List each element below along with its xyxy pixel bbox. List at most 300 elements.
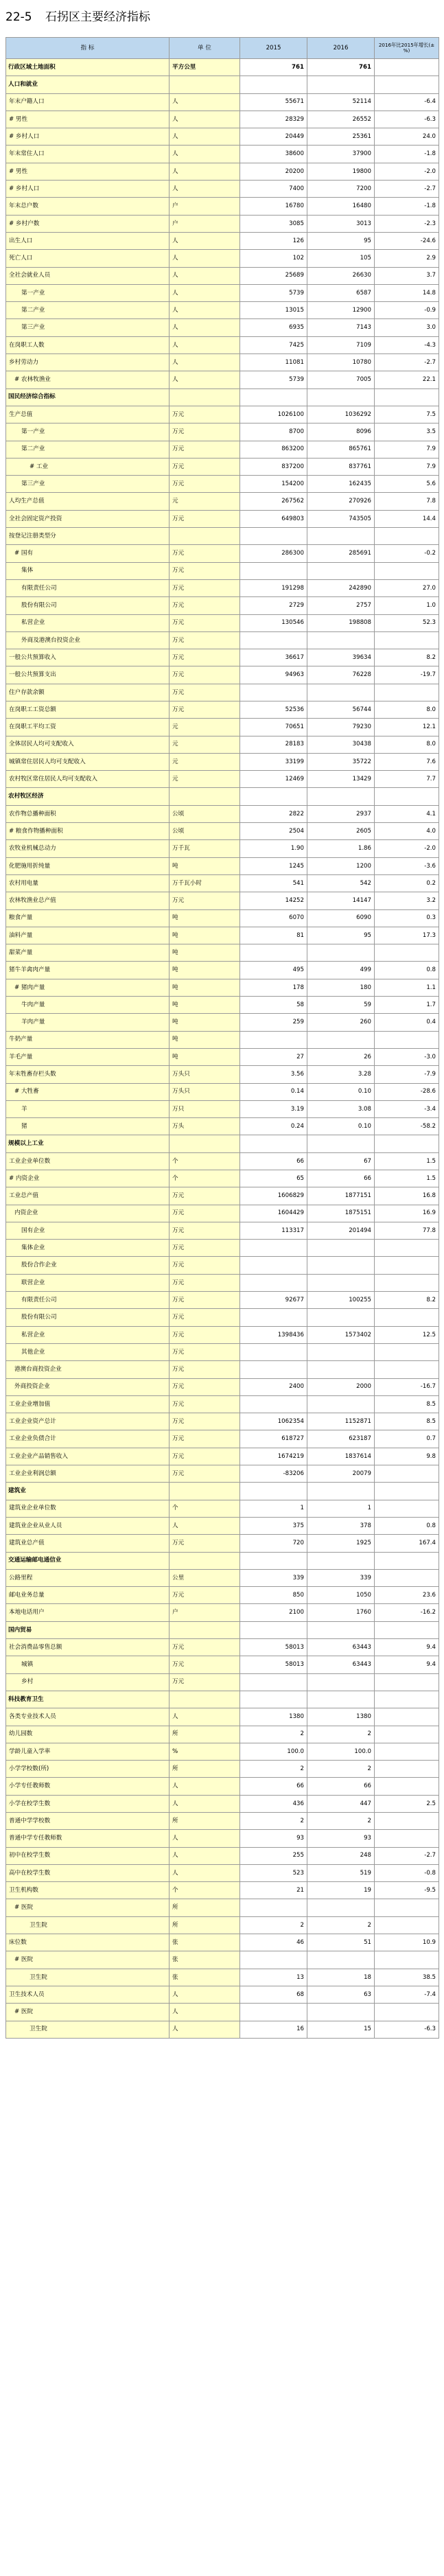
value-2015-cell: 6935	[240, 319, 307, 336]
growth-cell	[375, 1726, 439, 1743]
table-row	[6, 1986, 439, 2003]
value-2015-cell: 1062354	[240, 1413, 307, 1430]
indicator-name-cell: 羊	[6, 1100, 170, 1117]
value-2016-cell: 1.86	[307, 840, 375, 857]
indicator-name-cell: 幼儿园数	[6, 1726, 170, 1743]
growth-cell	[375, 1309, 439, 1326]
table-row	[6, 1795, 439, 1812]
value-2015-cell: 2	[240, 1726, 307, 1743]
table-row	[6, 128, 439, 146]
value-2015-cell: 100.0	[240, 1743, 307, 1760]
value-2016-cell: 242890	[307, 579, 375, 596]
indicator-name-cell: 股份合作企业	[6, 1257, 170, 1274]
section-row	[6, 1621, 439, 1638]
table-row	[6, 336, 439, 353]
indicator-name-cell: 全社会就业人员	[6, 267, 170, 284]
value-2015-cell: 1380	[240, 1708, 307, 1726]
table-row	[6, 476, 439, 493]
unit-cell: 万元	[170, 423, 240, 441]
table-row	[6, 719, 439, 736]
value-2015-cell: 0.14	[240, 1083, 307, 1100]
table-row	[6, 857, 439, 874]
growth-cell	[375, 1899, 439, 1916]
growth-cell: -2.7	[375, 354, 439, 371]
table-title: 石拐区主要经济指标	[45, 10, 150, 24]
value-2015-cell: 92677	[240, 1292, 307, 1309]
table-row	[6, 232, 439, 249]
value-2015-cell	[240, 1309, 307, 1326]
table-row	[6, 1083, 439, 1100]
indicator-name-cell: 甜菜产量	[6, 944, 170, 962]
indicator-name-cell: 一般公共预算支出	[6, 666, 170, 684]
table-row	[6, 1378, 439, 1395]
value-2016-cell	[307, 1135, 375, 1152]
value-2015-cell: 3085	[240, 215, 307, 232]
indicator-name-cell: # 国有	[6, 545, 170, 562]
table-row	[6, 944, 439, 962]
value-2016-cell: 1925	[307, 1535, 375, 1552]
unit-cell	[170, 1135, 240, 1152]
value-2015-cell	[240, 1899, 307, 1916]
indicator-name-cell: 生产总值	[6, 406, 170, 423]
growth-cell	[375, 1830, 439, 1847]
table-row	[6, 1847, 439, 1864]
value-2016-cell: 13429	[307, 771, 375, 788]
unit-cell: 户	[170, 198, 240, 215]
table-body	[6, 59, 439, 2039]
indicator-name-cell: 全体居民人均可支配收入	[6, 736, 170, 753]
indicator-name-cell: # 男性	[6, 111, 170, 128]
value-2015-cell: 20449	[240, 128, 307, 146]
growth-cell: -6.4	[375, 93, 439, 111]
indicator-name-cell: 集体企业	[6, 1240, 170, 1257]
growth-cell	[375, 1361, 439, 1378]
indicator-name-cell: 建筑业企业从业人员	[6, 1517, 170, 1534]
table-row	[6, 1673, 439, 1691]
value-2016-cell: 8096	[307, 423, 375, 441]
value-2016-cell	[307, 1395, 375, 1413]
table-row	[6, 614, 439, 631]
table-row	[6, 510, 439, 527]
growth-cell: -19.7	[375, 666, 439, 684]
value-2015-cell: 2	[240, 1761, 307, 1778]
growth-cell	[375, 1673, 439, 1691]
table-row	[6, 545, 439, 562]
section-row	[6, 76, 439, 93]
growth-cell: 3.7	[375, 267, 439, 284]
value-2015-cell: 66	[240, 1152, 307, 1170]
table-row	[6, 250, 439, 267]
growth-cell: 7.5	[375, 406, 439, 423]
value-2015-cell: 16	[240, 2021, 307, 2038]
value-2016-cell: 1036292	[307, 406, 375, 423]
growth-cell: 1.0	[375, 597, 439, 614]
indicator-name-cell: 一般公共预算收入	[6, 649, 170, 666]
value-2015-cell: 1	[240, 1500, 307, 1517]
table-row	[6, 1118, 439, 1135]
unit-cell: 万元	[170, 458, 240, 475]
table-row	[6, 1014, 439, 1031]
table-row	[6, 284, 439, 301]
growth-cell: -0.2	[375, 545, 439, 562]
indicator-name-cell: 卫生院	[6, 1916, 170, 1934]
indicator-name-cell: # 内资企业	[6, 1170, 170, 1187]
indicator-name-cell: 高中在校学生数	[6, 1864, 170, 1881]
value-2015-cell: 70651	[240, 719, 307, 736]
growth-cell: 3.2	[375, 892, 439, 909]
value-2015-cell: 2822	[240, 805, 307, 822]
growth-cell	[375, 1708, 439, 1726]
value-2016-cell: 837761	[307, 458, 375, 475]
header-growth: 2016年比2015年增长(±%)	[375, 38, 439, 59]
value-2016-cell: 95	[307, 927, 375, 944]
growth-cell: 8.0	[375, 701, 439, 718]
growth-cell: -28.6	[375, 1083, 439, 1100]
unit-cell: 万头	[170, 1118, 240, 1135]
value-2016-cell: 14147	[307, 892, 375, 909]
table-row	[6, 997, 439, 1014]
value-2015-cell	[240, 1135, 307, 1152]
indicator-name-cell: 工业企业资产总计	[6, 1413, 170, 1430]
value-2016-cell: 1	[307, 1500, 375, 1517]
growth-cell	[375, 1812, 439, 1829]
value-2016-cell: 66	[307, 1170, 375, 1187]
value-2015-cell: 3.19	[240, 1100, 307, 1117]
unit-cell: 人	[170, 1795, 240, 1812]
indicator-name-cell: 内资企业	[6, 1205, 170, 1222]
growth-cell: 38.5	[375, 1969, 439, 1986]
growth-cell: 52.3	[375, 614, 439, 631]
growth-cell: -3.0	[375, 1048, 439, 1065]
value-2015-cell: 38600	[240, 146, 307, 163]
table-row	[6, 215, 439, 232]
value-2016-cell: 7109	[307, 336, 375, 353]
table-row	[6, 1761, 439, 1778]
table-row	[6, 1916, 439, 1934]
growth-cell: 12.5	[375, 1326, 439, 1343]
unit-cell: 人	[170, 371, 240, 388]
value-2016-cell: 3.28	[307, 1066, 375, 1083]
table-row	[6, 1587, 439, 1604]
value-2015-cell: 2729	[240, 597, 307, 614]
unit-cell: 万元	[170, 631, 240, 649]
value-2015-cell	[240, 562, 307, 579]
value-2016-cell: 15	[307, 2021, 375, 2038]
indicator-name-cell: 工业企业增加值	[6, 1395, 170, 1413]
value-2015-cell: 495	[240, 962, 307, 979]
growth-cell	[375, 1569, 439, 1586]
unit-cell: 万只	[170, 1100, 240, 1117]
unit-cell: 张	[170, 1951, 240, 1969]
growth-cell: 77.8	[375, 1222, 439, 1239]
indicator-name-cell: # 大牲畜	[6, 1083, 170, 1100]
growth-cell	[375, 388, 439, 406]
value-2016-cell: 1837614	[307, 1448, 375, 1465]
value-2016-cell: 66	[307, 1778, 375, 1795]
table-row	[6, 892, 439, 909]
unit-cell	[170, 1552, 240, 1569]
value-2016-cell: 2757	[307, 597, 375, 614]
growth-cell	[375, 1621, 439, 1638]
growth-cell: 1.7	[375, 997, 439, 1014]
table-row	[6, 1222, 439, 1239]
value-2016-cell: 865761	[307, 441, 375, 458]
value-2016-cell	[307, 1951, 375, 1969]
value-2016-cell: 2605	[307, 823, 375, 840]
table-number: 22-5	[5, 10, 32, 24]
value-2016-cell: 105	[307, 250, 375, 267]
value-2015-cell: 113317	[240, 1222, 307, 1239]
table-row	[6, 1395, 439, 1413]
header-indicator: 指 标	[6, 38, 170, 59]
unit-cell: 人	[170, 2004, 240, 2021]
indicator-name-cell: # 乡村户数	[6, 215, 170, 232]
growth-cell	[375, 944, 439, 962]
unit-cell: 个	[170, 1152, 240, 1170]
growth-cell: -0.8	[375, 1864, 439, 1881]
table-row	[6, 927, 439, 944]
unit-cell: 万元	[170, 666, 240, 684]
value-2016-cell: 0.10	[307, 1083, 375, 1100]
table-row	[6, 59, 439, 76]
growth-cell: -2.7	[375, 181, 439, 198]
value-2016-cell: 25361	[307, 128, 375, 146]
unit-cell: 万元	[170, 1292, 240, 1309]
unit-cell: 人	[170, 319, 240, 336]
table-row	[6, 1465, 439, 1483]
indicator-name-cell: 交通运输邮电通信业	[6, 1552, 170, 1569]
value-2015-cell: 5739	[240, 284, 307, 301]
value-2016-cell: 63443	[307, 1656, 375, 1673]
unit-cell: 万元	[170, 1309, 240, 1326]
growth-cell: -4.3	[375, 336, 439, 353]
unit-cell: 人	[170, 128, 240, 146]
growth-cell	[375, 2004, 439, 2021]
unit-cell: 人	[170, 354, 240, 371]
growth-cell: 3.5	[375, 423, 439, 441]
growth-cell	[375, 1031, 439, 1048]
unit-cell: 所	[170, 1761, 240, 1778]
value-2016-cell	[307, 1309, 375, 1326]
value-2015-cell: 33199	[240, 753, 307, 770]
growth-cell: -7.4	[375, 1986, 439, 2003]
table-row	[6, 1517, 439, 1534]
table-row	[6, 1951, 439, 1969]
value-2016-cell	[307, 1552, 375, 1569]
growth-cell	[375, 1951, 439, 1969]
unit-cell: 元	[170, 493, 240, 510]
indicator-name-cell: 学龄儿童入学率	[6, 1743, 170, 1760]
unit-cell: 公顷	[170, 805, 240, 822]
unit-cell: 公顷	[170, 823, 240, 840]
value-2015-cell: 8700	[240, 423, 307, 441]
indicator-name-cell: 农牧业机械总动力	[6, 840, 170, 857]
growth-cell: 16.8	[375, 1187, 439, 1205]
indicator-name-cell: 猪牛羊禽肉产量	[6, 962, 170, 979]
value-2016-cell	[307, 1899, 375, 1916]
indicator-name-cell: 港澳台商投资企业	[6, 1361, 170, 1378]
table-row	[6, 111, 439, 128]
growth-cell: -2.0	[375, 163, 439, 180]
value-2016-cell: 19800	[307, 163, 375, 180]
value-2016-cell: 1875151	[307, 1205, 375, 1222]
section-row	[6, 1483, 439, 1500]
value-2015-cell: 0.24	[240, 1118, 307, 1135]
unit-cell: 吨	[170, 1031, 240, 1048]
unit-cell: 人	[170, 1708, 240, 1726]
header-row	[6, 38, 439, 59]
unit-cell: 人	[170, 93, 240, 111]
value-2016-cell: 519	[307, 1864, 375, 1881]
growth-cell	[375, 1240, 439, 1257]
value-2015-cell	[240, 2004, 307, 2021]
growth-cell: 8.5	[375, 1413, 439, 1430]
indicator-name-cell: 农村用电量	[6, 874, 170, 892]
indicator-name-cell: 股份有限公司	[6, 1309, 170, 1326]
indicator-name-cell: 有限责任公司	[6, 579, 170, 596]
table-row	[6, 1864, 439, 1881]
table-row	[6, 736, 439, 753]
unit-cell: %	[170, 1743, 240, 1760]
growth-cell: -3.6	[375, 857, 439, 874]
value-2016-cell	[307, 1621, 375, 1638]
value-2015-cell: 11081	[240, 354, 307, 371]
section-row	[6, 1691, 439, 1708]
indicator-name-cell: 建筑业总产值	[6, 1535, 170, 1552]
growth-cell	[375, 631, 439, 649]
indicator-name-cell: 猪	[6, 1118, 170, 1135]
growth-cell	[375, 1274, 439, 1291]
section-row	[6, 388, 439, 406]
unit-cell: 人	[170, 1517, 240, 1534]
growth-cell: 5.6	[375, 476, 439, 493]
table-row	[6, 874, 439, 892]
growth-cell: 14.8	[375, 284, 439, 301]
unit-cell: 人	[170, 1778, 240, 1795]
unit-cell: 张	[170, 1969, 240, 1986]
value-2015-cell: 27	[240, 1048, 307, 1065]
value-2015-cell	[240, 1691, 307, 1708]
unit-cell: 万元	[170, 1413, 240, 1430]
value-2015-cell: 14252	[240, 892, 307, 909]
growth-cell: 17.3	[375, 927, 439, 944]
table-row	[6, 93, 439, 111]
value-2016-cell: 26552	[307, 111, 375, 128]
section-row	[6, 1135, 439, 1152]
indicator-name-cell: 城镇	[6, 1656, 170, 1673]
indicator-name-cell: 国内贸易	[6, 1621, 170, 1638]
unit-cell: 吨	[170, 909, 240, 927]
value-2015-cell: 2	[240, 1812, 307, 1829]
value-2015-cell: 16780	[240, 198, 307, 215]
value-2016-cell: 1050	[307, 1587, 375, 1604]
growth-cell: -6.3	[375, 111, 439, 128]
growth-cell: 2.5	[375, 1795, 439, 1812]
value-2015-cell: 1398436	[240, 1326, 307, 1343]
value-2015-cell	[240, 1483, 307, 1500]
value-2015-cell	[240, 1031, 307, 1048]
value-2016-cell	[307, 76, 375, 93]
table-row	[6, 1969, 439, 1986]
value-2015-cell: 46	[240, 1934, 307, 1951]
growth-cell: 24.0	[375, 128, 439, 146]
value-2015-cell	[240, 528, 307, 545]
indicator-name-cell: # 乡村人口	[6, 181, 170, 198]
table-row	[6, 1048, 439, 1065]
indicator-name-cell: 第一产业	[6, 284, 170, 301]
table-row	[6, 423, 439, 441]
value-2016-cell: 76228	[307, 666, 375, 684]
value-2016-cell: 30438	[307, 736, 375, 753]
unit-cell	[170, 1621, 240, 1638]
indicator-name-cell: 私营企业	[6, 614, 170, 631]
indicator-name-cell: # 农林牧渔业	[6, 371, 170, 388]
unit-cell: 个	[170, 1500, 240, 1517]
table-row	[6, 1639, 439, 1656]
unit-cell: 元	[170, 771, 240, 788]
indicator-name-cell: 国有企业	[6, 1222, 170, 1239]
table-row	[6, 1170, 439, 1187]
unit-cell: 万元	[170, 406, 240, 423]
value-2015-cell: 102	[240, 250, 307, 267]
value-2015-cell: 52536	[240, 701, 307, 718]
unit-cell	[170, 1483, 240, 1500]
value-2015-cell: 1245	[240, 857, 307, 874]
growth-cell	[375, 59, 439, 76]
indicator-name-cell: 本地电话用户	[6, 1604, 170, 1621]
value-2016-cell: 743505	[307, 510, 375, 527]
value-2016-cell: 20079	[307, 1465, 375, 1483]
value-2016-cell: 1200	[307, 857, 375, 874]
table-row	[6, 1066, 439, 1083]
growth-cell	[375, 1778, 439, 1795]
growth-cell	[375, 1743, 439, 1760]
value-2016-cell: 447	[307, 1795, 375, 1812]
value-2015-cell	[240, 631, 307, 649]
indicator-name-cell: 外商投资企业	[6, 1378, 170, 1395]
growth-cell	[375, 1483, 439, 1500]
table-row	[6, 649, 439, 666]
unit-cell: 元	[170, 736, 240, 753]
table-row	[6, 840, 439, 857]
indicator-name-cell: 行政区域土地面积	[6, 59, 170, 76]
growth-cell	[375, 1691, 439, 1708]
unit-cell: 万元	[170, 1395, 240, 1413]
indicator-name-cell: 各类专业技术人员	[6, 1708, 170, 1726]
growth-cell	[375, 788, 439, 805]
indicator-name-cell: 邮电业务总量	[6, 1587, 170, 1604]
value-2015-cell	[240, 1361, 307, 1378]
growth-cell	[375, 1552, 439, 1569]
value-2016-cell	[307, 788, 375, 805]
value-2016-cell: 2	[307, 1916, 375, 1934]
value-2015-cell: 2100	[240, 1604, 307, 1621]
unit-cell: 万头只	[170, 1066, 240, 1083]
indicator-name-cell: 建筑业企业单位数	[6, 1500, 170, 1517]
unit-cell: 万元	[170, 510, 240, 527]
growth-cell: 3.0	[375, 319, 439, 336]
value-2015-cell: 7425	[240, 336, 307, 353]
indicator-name-cell: 农林牧渔业总产值	[6, 892, 170, 909]
value-2016-cell: 2	[307, 1726, 375, 1743]
indicator-name-cell: 工业企业单位数	[6, 1152, 170, 1170]
unit-cell: 万元	[170, 684, 240, 701]
value-2016-cell: 59	[307, 997, 375, 1014]
table-row	[6, 406, 439, 423]
table-row	[6, 1830, 439, 1847]
value-2016-cell	[307, 2004, 375, 2021]
unit-cell: 人	[170, 232, 240, 249]
